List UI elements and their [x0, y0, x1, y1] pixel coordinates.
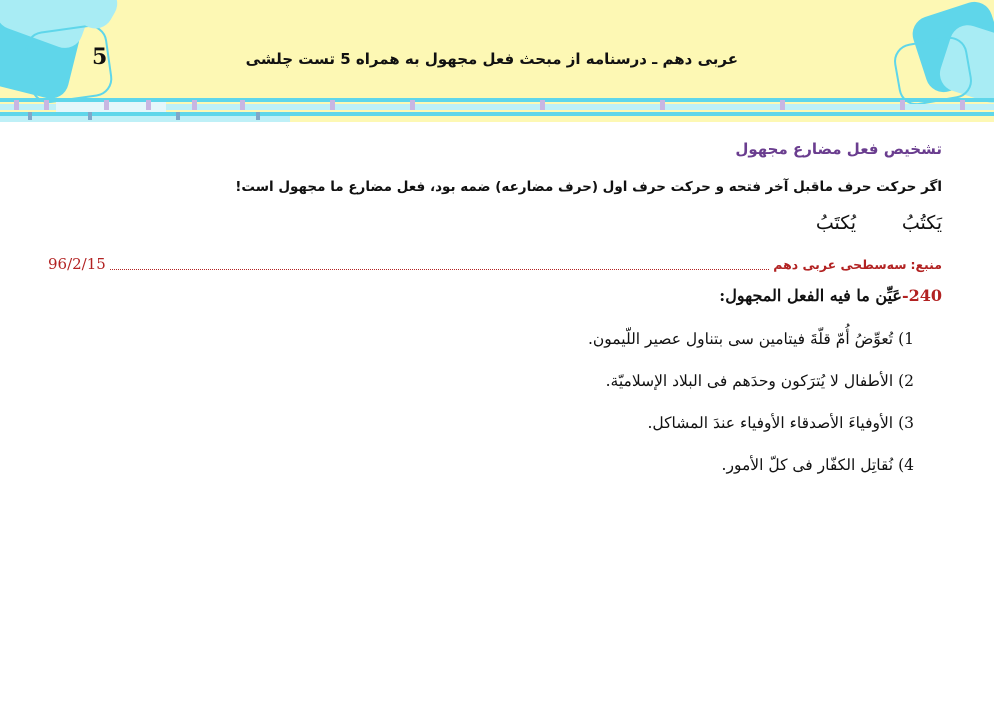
answer-option-1[interactable]: [588, 330, 914, 348]
page-number: 5: [92, 44, 108, 70]
question-text: عَيِّن ما فيه الفعل المجهول:: [719, 286, 902, 305]
source-date: 96/2/15: [48, 255, 106, 273]
option-text: الأطفال لا يُترَكون وحدَهم فی البلاد الإسلاميّة.: [605, 372, 894, 390]
dotted-leader: [110, 259, 769, 270]
example-active-verb: يَكتُبُ: [901, 212, 942, 234]
answer-option-3[interactable]: [647, 414, 914, 432]
page-header: [0, 0, 994, 122]
decorative-square: [891, 34, 975, 108]
example-passive-verb: يُكتَبُ: [815, 212, 856, 234]
answer-option-4[interactable]: [722, 456, 914, 474]
option-number: 2): [898, 372, 914, 390]
question-number: 240: [908, 286, 942, 305]
option-text: تُعوِّضُ أُمّ قلّةَ فيتامين سی بتناول عصير اللّيمون.: [587, 330, 894, 348]
source-label: منبع:: [910, 256, 942, 272]
question-stem: [719, 286, 942, 305]
document-title: عربی دهم ـ درسنامه از مبحث فعل مجهول به همراه 5 تست چلشی: [245, 50, 738, 68]
option-number: 4): [898, 456, 914, 474]
rule-text: اگر حرکت حرف ماقبل آخر فتحه و حرکت حرف اول (حرف مضارعه) ضمه بود، فعل مضارع ما مجهول است!: [235, 179, 942, 195]
source-name: سه‌سطحی عربی دهم: [773, 256, 907, 272]
option-number: 1): [898, 330, 914, 348]
answer-option-2[interactable]: [606, 372, 914, 390]
section-title: تشخیص فعل مضارع مجهول: [735, 140, 942, 158]
source-line: [48, 254, 942, 274]
decorative-stripe: [0, 98, 994, 122]
option-text: نُقاتِل الكفّار فی كلّ الأمور.: [721, 456, 894, 474]
option-number: 3): [898, 414, 914, 432]
option-text: الأوفياءَ الأصدقاء الأوفياء عندَ المشاكل.: [647, 414, 894, 432]
question-dash: -: [901, 286, 909, 305]
